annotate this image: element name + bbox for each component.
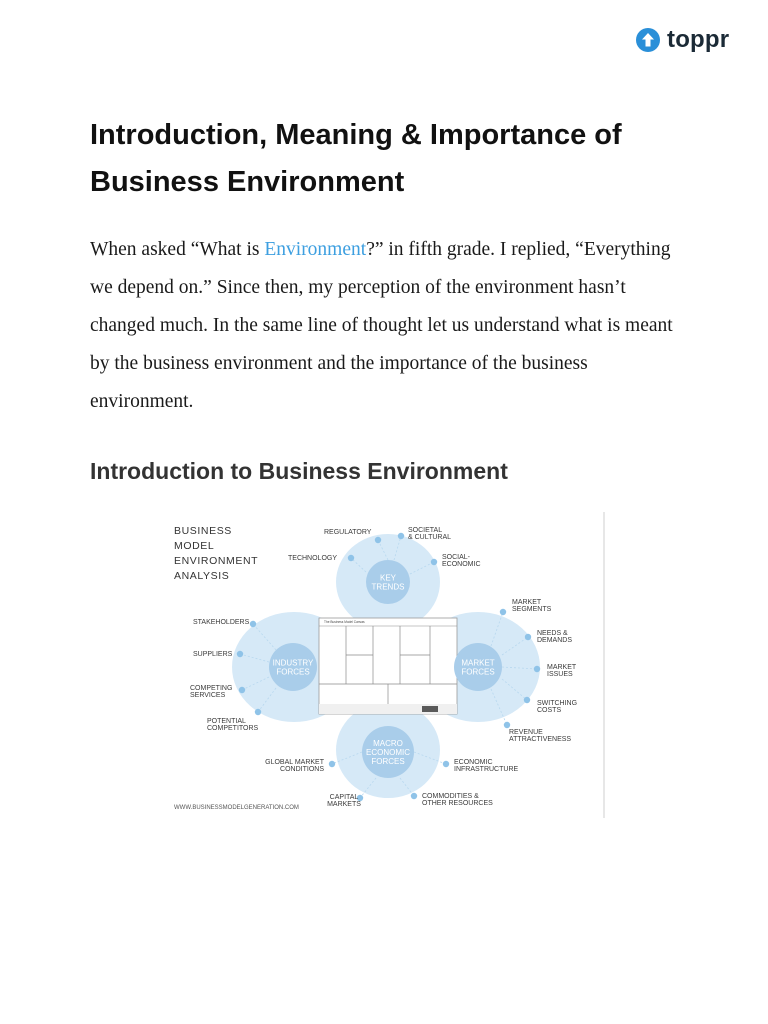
- label-commodities-resources-dot: [411, 793, 417, 799]
- label-revenue-attractiveness-text: REVENUE ATTRACTIVENESS: [509, 729, 572, 743]
- label-economic-infrastructure-dot: [443, 761, 449, 767]
- intro-paragraph: [90, 231, 690, 421]
- canvas-logo-mark: [422, 706, 438, 712]
- label-regulatory-text: REGULATORY: [324, 529, 372, 536]
- label-stakeholders-dot: [250, 621, 256, 627]
- diagram-canvas: [166, 512, 606, 820]
- label-competing-services-text: COMPETING SERVICES: [190, 685, 233, 699]
- label-revenue-attractiveness-dot: [504, 722, 510, 728]
- label-social-economic-dot: [431, 559, 437, 565]
- label-technology-text: TECHNOLOGY: [288, 555, 338, 562]
- macro-forces-circle-label: MACRO ECONOMIC FORCES: [366, 739, 410, 766]
- label-potential-competitors-dot: [255, 709, 261, 715]
- page-title-line-1: Introduction, Meaning & Importance of: [90, 119, 622, 151]
- label-needs-demands-dot: [525, 634, 531, 640]
- label-economic-infrastructure-text: ECONOMIC INFRASTRUCTURE: [454, 759, 519, 773]
- page-title: [90, 112, 690, 206]
- canvas-title: The Business Model Canvas: [324, 620, 365, 624]
- intro-text-start: When asked “What is: [90, 239, 265, 260]
- label-market-segments-dot: [500, 609, 506, 615]
- label-potential-competitors-text: POTENTIAL COMPETITORS: [207, 718, 259, 732]
- label-needs-demands-text: NEEDS & DEMANDS: [537, 630, 573, 644]
- label-regulatory-dot: [375, 537, 381, 543]
- label-societal-cultural-text: SOCIETAL & CULTURAL: [408, 527, 452, 541]
- label-suppliers-text: SUPPLIERS: [193, 651, 233, 658]
- label-stakeholders-text: STAKEHOLDERS: [193, 619, 250, 626]
- brand-name: toppr: [667, 26, 730, 53]
- label-switching-costs-text: SWITCHING COSTS: [537, 700, 578, 714]
- market-forces-circle-label: MARKET FORCES: [461, 658, 495, 677]
- label-market-issues-dot: [534, 666, 540, 672]
- environment-link[interactable]: Environment: [264, 239, 367, 260]
- label-commodities-resources-text: COMMODITIES & OTHER RESOURCES: [422, 793, 493, 807]
- label-capital-markets-text: CAPITAL MARKETS: [327, 794, 361, 808]
- toppr-logo[interactable]: [635, 27, 729, 53]
- page-title-line-2: Business Environment: [90, 166, 405, 198]
- label-competing-services-dot: [239, 687, 245, 693]
- intro-text-end: ?” in fifth grade. I replied, “Everything we depend on.” Since then, my perception of the environment hasn’t changed much. In the same line of thought let us understand what is meant by the business environment and the importance of the business environment.: [90, 239, 673, 412]
- arrow-up-circle-icon: [635, 27, 661, 53]
- label-suppliers-dot: [237, 651, 243, 657]
- label-market-segments-text: MARKET SEGMENTS: [512, 599, 552, 613]
- key-trends-circle-label: KEY TRENDS: [371, 573, 405, 592]
- diagram-source-url: WWW.BUSINESSMODELGENERATION.COM: [174, 805, 299, 811]
- label-societal-cultural-dot: [398, 533, 404, 539]
- diagram-title: BUSINESS MODEL ENVIRONMENT ANALYSIS: [174, 525, 259, 582]
- label-global-market-conditions-dot: [329, 761, 335, 767]
- industry-forces-circle-label: INDUSTRY FORCES: [272, 658, 314, 677]
- label-technology-dot: [348, 555, 354, 561]
- business-environment-diagram: [166, 512, 606, 820]
- label-global-market-conditions-text: GLOBAL MARKET CONDITIONS: [265, 759, 324, 773]
- label-social-economic-text: SOCIAL-ECONOMIC: [442, 554, 481, 568]
- section-heading: Introduction to Business Environment: [90, 458, 508, 484]
- label-switching-costs-dot: [524, 697, 530, 703]
- label-market-issues-text: MARKET ISSUES: [547, 664, 577, 678]
